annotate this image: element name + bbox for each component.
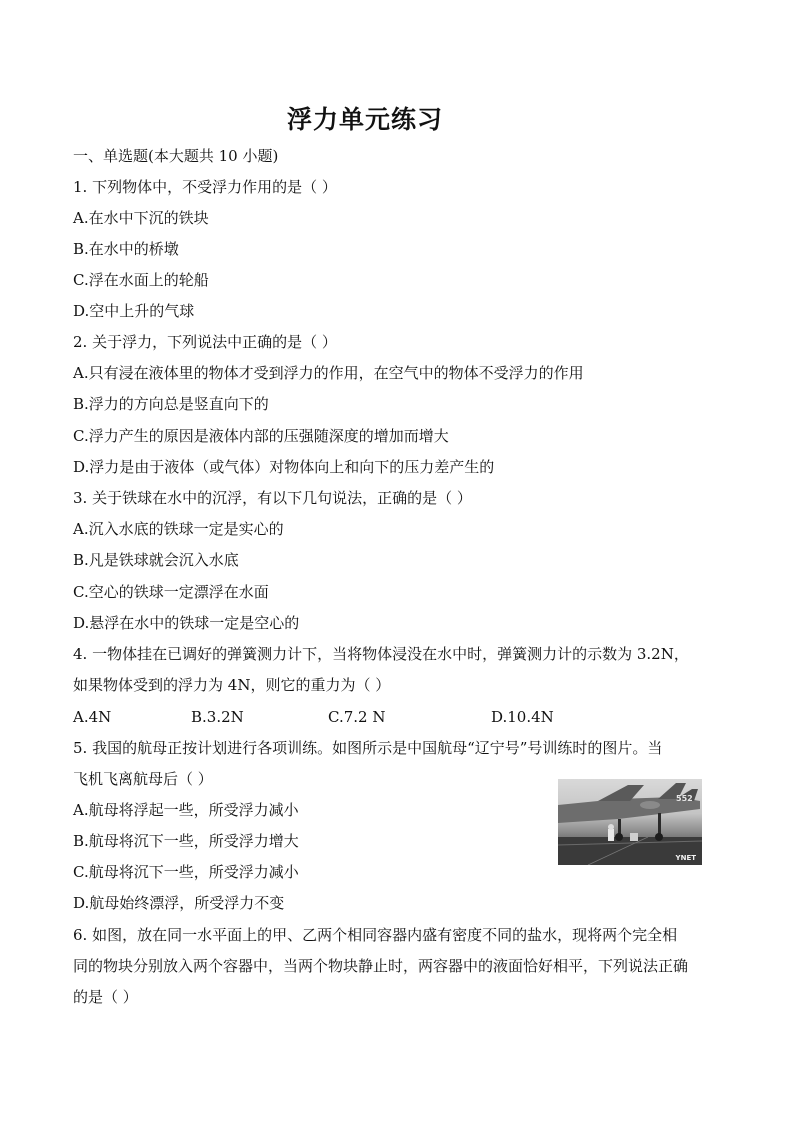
- question-3-option-c: C.空心的铁球一定漂浮在水面: [73, 583, 269, 601]
- question-4-stem-line-1: 4. 一物体挂在已调好的弹簧测力计下，当将物体浸没在水中时，弹簧测力计的示数为 3.2N，: [73, 645, 689, 663]
- question-2-option-b: B.浮力的方向总是竖直向下的: [73, 395, 269, 413]
- question-4-option-c: C.7.2 N: [328, 708, 386, 726]
- question-3-option-a: A.沉入水底的铁球一定是实心的: [73, 520, 284, 538]
- watermark: YNET: [675, 854, 696, 862]
- question-3-stem: 3. 关于铁球在水中的沉浮，有以下几句说法，正确的是（ ）: [73, 489, 472, 507]
- question-4-stem-line-2: 如果物体受到的浮力为 4N，则它的重力为（ ）: [73, 676, 391, 694]
- question-1-option-b: B.在水中的桥墩: [73, 240, 179, 258]
- question-4-option-a: A.4N: [73, 708, 112, 726]
- question-5-option-b: B.航母将沉下一些，所受浮力增大: [73, 832, 299, 850]
- question-5-stem-line-2: 飞机飞离航母后（ ）: [73, 770, 213, 788]
- question-1-option-d: D.空中上升的气球: [73, 302, 195, 320]
- question-2-option-a: A.只有浸在液体里的物体才受到浮力的作用，在空气中的物体不受浮力的作用: [73, 364, 584, 382]
- question-5-option-c: C.航母将沉下一些，所受浮力减小: [73, 863, 299, 881]
- question-5-stem-line-1: 5. 我国的航母正按计划进行各项训练。如图所示是中国航母“辽宁号”号训练时的图片。当: [73, 739, 663, 757]
- aircraft-carrier-photo: [558, 779, 702, 865]
- question-4-option-b: B.3.2N: [191, 708, 244, 726]
- question-4-option-d: D.10.4N: [491, 708, 554, 726]
- section-heading: 一、单选题(本大题共 10 小题): [73, 147, 279, 165]
- question-6-stem-line-1: 6. 如图，放在同一水平面上的甲、乙两个相同容器内盛有密度不同的盐水，现将两个完全相: [73, 926, 678, 944]
- question-1-option-a: A.在水中下沉的铁块: [73, 209, 209, 227]
- question-6-stem-line-2: 同的物块分别放入两个容器中，当两个物块静止时，两容器中的液面恰好相平，下列说法正确: [73, 957, 689, 975]
- question-2-option-c: C.浮力产生的原因是液体内部的压强随深度的增加而增大: [73, 427, 449, 445]
- question-5-option-d: D.航母始终漂浮，所受浮力不变: [73, 894, 285, 912]
- question-6-stem-line-3: 的是（ ）: [73, 988, 138, 1006]
- question-2-option-d: D.浮力是由于液体（或气体）对物体向上和向下的压力差产生的: [73, 458, 495, 476]
- question-4-options-row: [73, 707, 733, 727]
- page-title: 浮力单元练习: [286, 105, 443, 134]
- question-5-option-a: A.航母将浮起一些，所受浮力减小: [73, 801, 299, 819]
- question-1-option-c: C.浮在水面上的轮船: [73, 271, 209, 289]
- fighter-jet-icon: [558, 779, 702, 865]
- question-1-stem: 1. 下列物体中，不受浮力作用的是（ ）: [73, 178, 337, 196]
- question-3-option-d: D.悬浮在水中的铁球一定是空心的: [73, 614, 300, 632]
- hull-number: 552: [676, 794, 693, 803]
- question-2-stem: 2. 关于浮力，下列说法中正确的是（ ）: [73, 333, 337, 351]
- question-3-option-b: B.凡是铁球就会沉入水底: [73, 551, 239, 569]
